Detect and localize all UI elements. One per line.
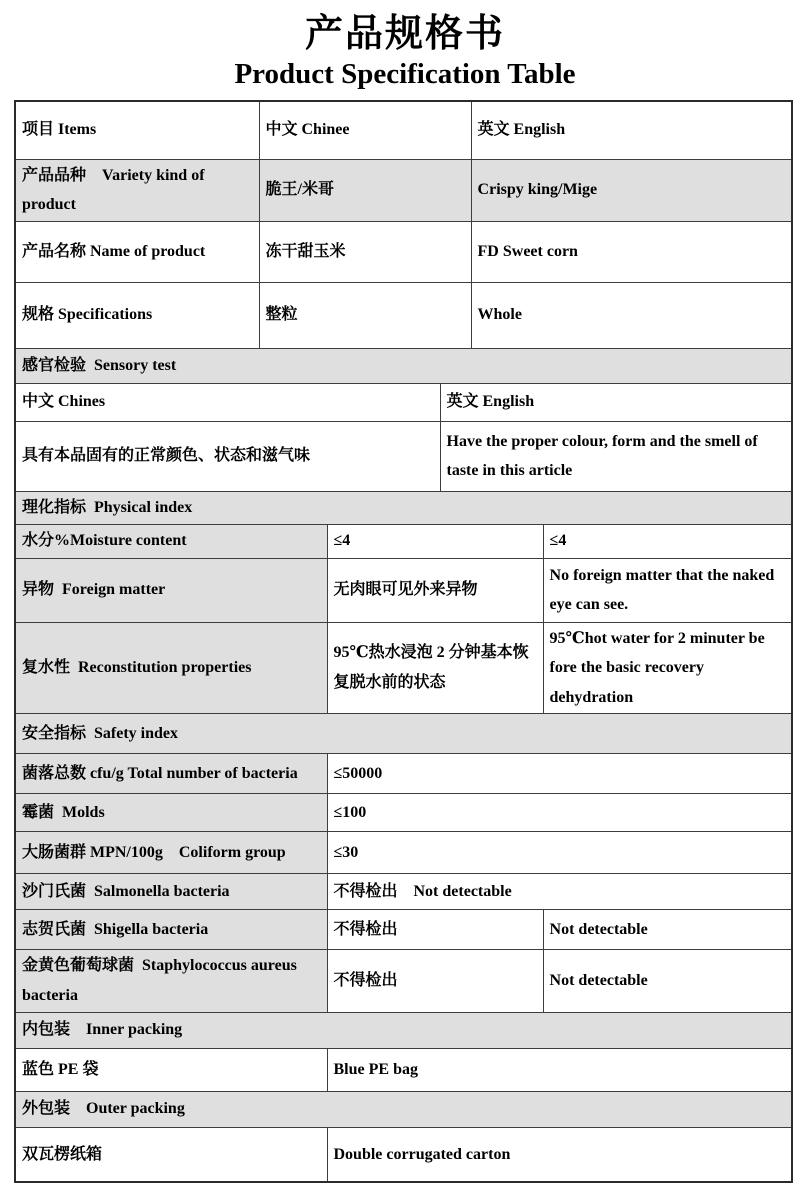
row-sensory-values bbox=[15, 421, 792, 491]
doc-title-zh: 产品规格书 bbox=[304, 13, 505, 55]
cell-salmonella-label: 沙门氏菌 Salmonella bacteria bbox=[15, 874, 327, 910]
cell-staph-zh: 不得检出 bbox=[327, 950, 543, 1012]
cell-english-header: 英文 English bbox=[471, 101, 792, 159]
row-specifications bbox=[15, 282, 792, 348]
cell-reconstitution-zh: 95℃热水浸泡 2 分钟基本恢复脱水前的状态 bbox=[327, 622, 543, 714]
cell-inner-packing-zh: 蓝色 PE 袋 bbox=[15, 1048, 327, 1091]
doc-title-en: Product Specification Table bbox=[234, 58, 576, 90]
cell-variety-label: 产品品种 Variety kind of product bbox=[15, 159, 259, 221]
row-total-bacteria bbox=[15, 754, 792, 794]
cell-name-en: FD Sweet corn bbox=[471, 221, 792, 282]
cell-staph-en: Not detectable bbox=[543, 950, 792, 1012]
cell-coliform-label: 大肠菌群 MPN/100g Coliform group bbox=[15, 832, 327, 874]
cell-coliform-value: ≤30 bbox=[327, 832, 792, 874]
cell-inner-packing-en: Blue PE bag bbox=[327, 1048, 792, 1091]
row-salmonella bbox=[15, 874, 792, 910]
row-sensory-section bbox=[15, 348, 792, 383]
cell-name-zh: 冻干甜玉米 bbox=[259, 221, 471, 282]
row-product-name bbox=[15, 221, 792, 282]
row-header bbox=[15, 101, 792, 159]
row-sensory-header bbox=[15, 383, 792, 421]
row-safety-section bbox=[15, 714, 792, 754]
row-inner-packing-value bbox=[15, 1048, 792, 1091]
cell-chinese-header: 中文 Chinee bbox=[259, 101, 471, 159]
cell-total-bacteria-label: 菌落总数 cfu/g Total number of bacteria bbox=[15, 754, 327, 794]
cell-variety-en: Crispy king/Mige bbox=[471, 159, 792, 221]
row-variety bbox=[15, 159, 792, 221]
cell-foreign-zh: 无肉眼可见外来异物 bbox=[327, 558, 543, 622]
cell-shigella-zh: 不得检出 bbox=[327, 910, 543, 950]
cell-sensory-section-title: 感官检验 Sensory test bbox=[15, 348, 792, 383]
cell-salmonella-value: 不得检出 Not detectable bbox=[327, 874, 792, 910]
cell-outer-packing-title: 外包装 Outer packing bbox=[15, 1091, 792, 1127]
cell-name-label: 产品名称 Name of product bbox=[15, 221, 259, 282]
row-outer-packing-value bbox=[15, 1127, 792, 1182]
cell-shigella-en: Not detectable bbox=[543, 910, 792, 950]
cell-spec-label: 规格 Specifications bbox=[15, 282, 259, 348]
row-outer-packing-section bbox=[15, 1091, 792, 1127]
cell-variety-zh: 脆王/米哥 bbox=[259, 159, 471, 221]
cell-outer-packing-en: Double corrugated carton bbox=[327, 1127, 792, 1182]
row-physical-section bbox=[15, 491, 792, 524]
cell-shigella-label: 志贺氏菌 Shigella bacteria bbox=[15, 910, 327, 950]
cell-sensory-en-value: Have the proper colour, form and the smell of taste in this article bbox=[440, 421, 792, 491]
cell-molds-value: ≤100 bbox=[327, 794, 792, 832]
cell-moisture-zh: ≤4 bbox=[327, 524, 543, 558]
row-reconstitution bbox=[15, 622, 792, 714]
row-coliform bbox=[15, 832, 792, 874]
cell-foreign-en: No foreign matter that the naked eye can see. bbox=[543, 558, 792, 622]
spec-table bbox=[14, 100, 793, 1183]
cell-molds-label: 霉菌 Molds bbox=[15, 794, 327, 832]
cell-foreign-label: 异物 Foreign matter bbox=[15, 558, 327, 622]
row-staph bbox=[15, 950, 792, 1012]
cell-reconstitution-en: 95℃hot water for 2 minuter be fore the basic recovery dehydration bbox=[543, 622, 792, 714]
row-inner-packing-section bbox=[15, 1012, 792, 1048]
cell-spec-zh: 整粒 bbox=[259, 282, 471, 348]
cell-inner-packing-title: 内包装 Inner packing bbox=[15, 1012, 792, 1048]
cell-safety-section-title: 安全指标 Safety index bbox=[15, 714, 792, 754]
cell-physical-section-title: 理化指标 Physical index bbox=[15, 491, 792, 524]
cell-outer-packing-zh: 双瓦楞纸箱 bbox=[15, 1127, 327, 1182]
cell-sensory-zh-header: 中文 Chines bbox=[15, 383, 440, 421]
row-molds bbox=[15, 794, 792, 832]
cell-total-bacteria-value: ≤50000 bbox=[327, 754, 792, 794]
cell-sensory-zh-value: 具有本品固有的正常颜色、状态和滋气味 bbox=[15, 421, 440, 491]
row-shigella bbox=[15, 910, 792, 950]
cell-moisture-en: ≤4 bbox=[543, 524, 792, 558]
row-moisture bbox=[15, 524, 792, 558]
cell-spec-en: Whole bbox=[471, 282, 792, 348]
cell-sensory-en-header: 英文 English bbox=[440, 383, 792, 421]
cell-moisture-label: 水分%Moisture content bbox=[15, 524, 327, 558]
cell-staph-label: 金黄色葡萄球菌 Staphylococcus aureus bacteria bbox=[15, 950, 327, 1012]
cell-items-header: 项目 Items bbox=[15, 101, 259, 159]
row-foreign-matter bbox=[15, 558, 792, 622]
cell-reconstitution-label: 复水性 Reconstitution properties bbox=[15, 622, 327, 714]
